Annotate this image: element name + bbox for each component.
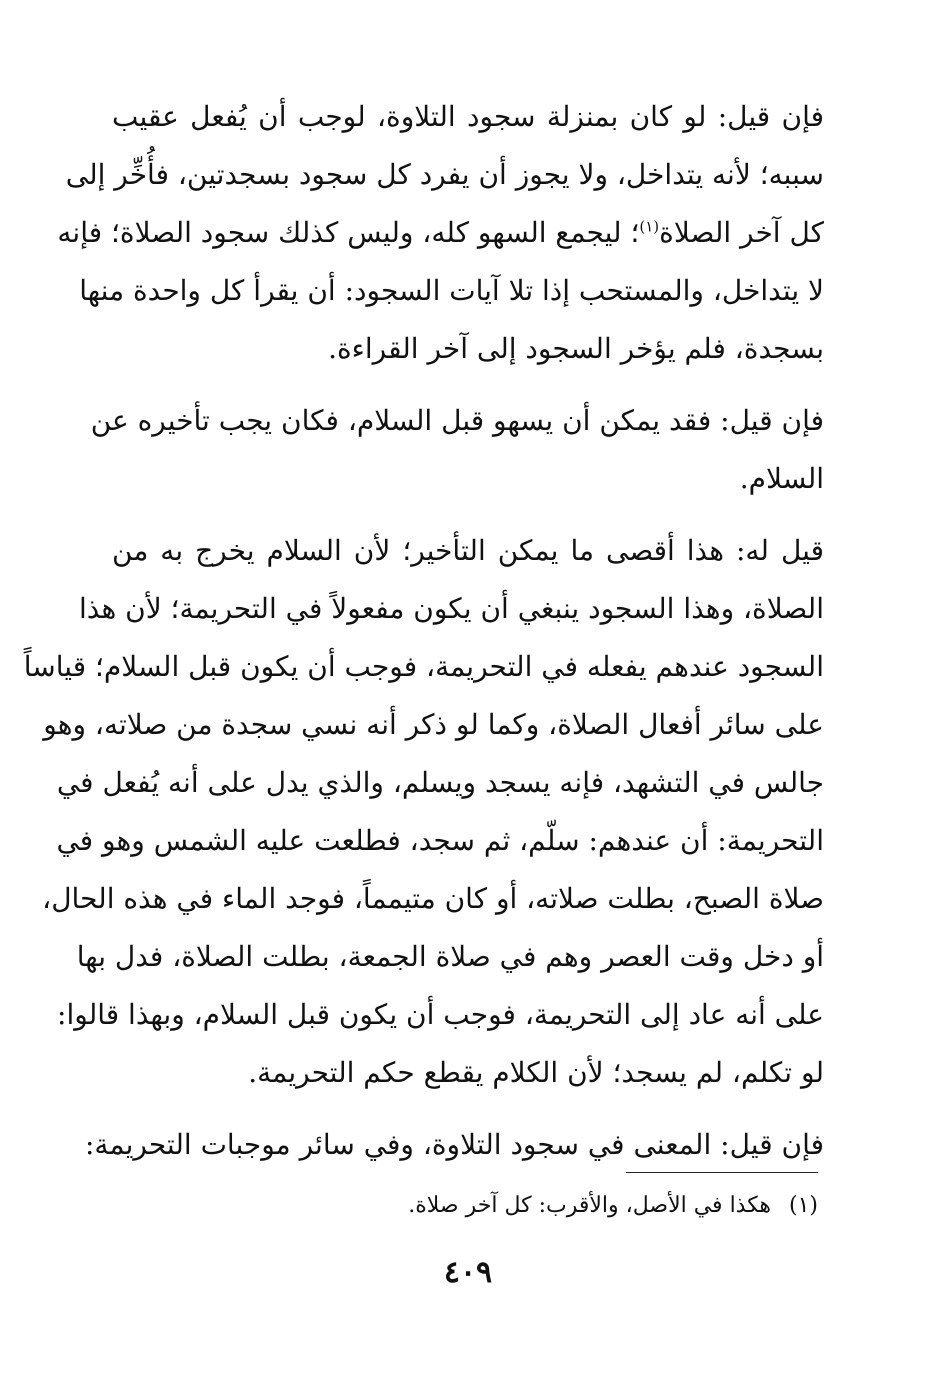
text-line: التحريمة: أن عندهم: سلّم، ثم سجد، فطلعت عليه الشمس وهو في <box>56 824 824 857</box>
text-fragment: ؛ ليجمع السهو كله، وليس كذلك سجود الصلاة؛ فإنه <box>57 216 640 249</box>
text-line: قيل له: هذا أقصى ما يمكن التأخير؛ لأن السلام يخرج به من <box>112 534 824 567</box>
text-line: أو دخل وقت العصر وهم في صلاة الجمعة، بطلت الصلاة، فدل بها <box>76 940 824 973</box>
footnote-number: (١) <box>788 1193 818 1218</box>
text-line: على أنه عاد إلى التحريمة، فوجب أن يكون قبل السلام، وبهذا قالوا: <box>57 998 824 1031</box>
text-line: سببه؛ لأنه يتداخل، ولا يجوز أن يفرد كل سجود بسجدتين، فأُخِّر إلى <box>65 158 824 191</box>
text-line: بسجدة، فلم يؤخر السجود إلى آخر القراءة. <box>328 332 824 365</box>
text-line <box>57 204 824 262</box>
text-line: فإن قيل: فقد يمكن أن يسهو قبل السلام، فكان يجب تأخيره عن <box>90 404 824 437</box>
text-line: لا يتداخل، والمستحب إذا تلا آيات السجود: أن يقرأ كل واحدة منها <box>79 274 824 307</box>
text-line: على سائر أفعال الصلاة، وكما لو ذكر أنه نسي سجدة من صلاته، وهو <box>43 708 824 741</box>
text-line: لو تكلم، لم يسجد؛ لأن الكلام يقطع حكم التحريمة. <box>248 1056 824 1089</box>
page-number: ٤٠٩ <box>443 1255 493 1290</box>
main-text <box>23 88 824 1174</box>
text-line: السجود عندهم يفعله في التحريمة، فوجب أن يكون قبل السلام؛ قياساً <box>23 650 824 683</box>
footnote-marker: (١) <box>639 217 660 236</box>
text-line: الصلاة، وهذا السجود ينبغي أن يكون مفعولاً في التحريمة؛ لأن هذا <box>78 592 824 625</box>
text-line: فإن قيل: المعنى في سجود التلاوة، وفي سائر موجبات التحريمة: <box>84 1128 824 1161</box>
footnote-divider <box>626 1172 818 1173</box>
text-line: السلام. <box>739 462 824 495</box>
text-line: صلاة الصبح، بطلت صلاته، أو كان متيمماً، فوجد الماء في هذه الحال، <box>42 882 824 915</box>
footnote-text: هكذا في الأصل، والأقرب: كل آخر صلاة. <box>408 1193 771 1218</box>
text-line: جالس في التشهد، فإنه يسجد ويسلم، والذي يدل على أنه يُفعل في <box>56 766 824 799</box>
footnote <box>200 1186 818 1226</box>
text-fragment: كل آخر الصلاة <box>659 216 824 249</box>
text-line: فإن قيل: لو كان بمنزلة سجود التلاوة، لوجب أن يُفعل عقيب <box>112 100 824 133</box>
